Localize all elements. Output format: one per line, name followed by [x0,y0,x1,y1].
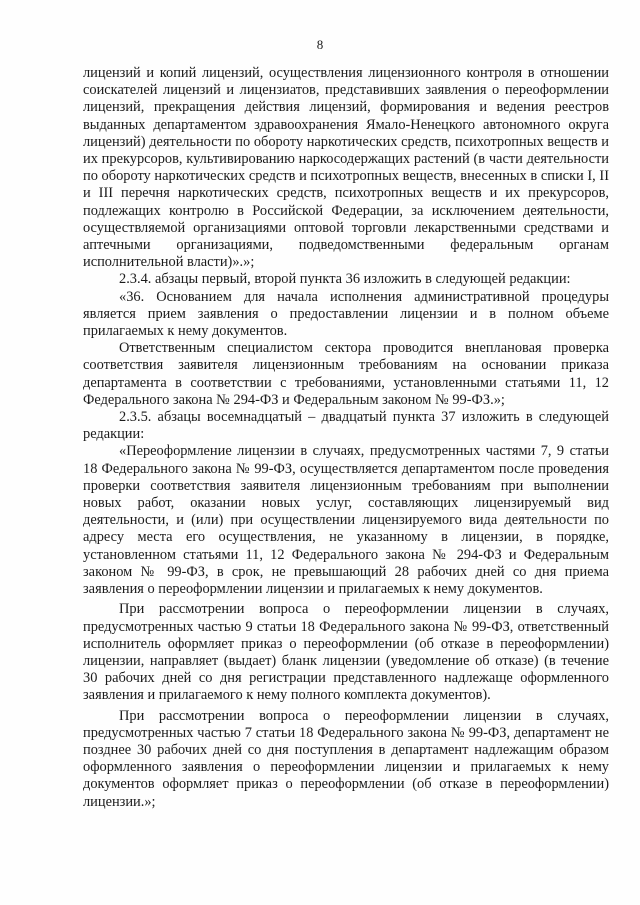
document-body [83,65,609,811]
paragraph-2-3-4: 2.3.4. абзацы первый, второй пункта 36 изложить в следующей редакции: [119,271,571,288]
paragraph-inspection: Ответственным специалистом сектора проводится внеплановая проверка соответствия заявителя лицензионным требованиям на основании приказа департамента в соответствии с требованиями, установленными статьями 11, 12 Федерального закона № 294-ФЗ и Федеральным законом № 99-ФЗ.»; [83,340,609,408]
paragraph-36-basis: «36. Основанием для начала исполнения административной процедуры является прием заявления о предоставлении лицензии и в полном объеме прилагаемых к нему документов. [83,288,609,340]
paragraph-license-registry-continuation: лицензий и копий лицензий, осуществления лицензионного контроля в отношении соискателей лицензий и лицензиатов, представивших заявления о переоформлении лицензий, прекращения действия лицензий, формирования и ведения реестров выданных департаментом здравоохранения Ямало-Ненецкого автономного округа лицензий) деятельности по обороту наркотических средств, психотропных веществ и их прекурсоров, культивированию наркосодержащих растений (в части деятельности по обороту наркотических средств и психотропных веществ, внесенных в списки I, II и III перечня наркотических средств, психотропных веществ и их прекурсоров, подлежащих контролю в Российской Федерации, за исключением деятельности, осуществляемой организациями оптовой торговли лекарственными средствами и аптечными организациями, подведомственными федеральным органам исполнительной власти)».»; [83,65,609,271]
page-number: 8 [316,37,324,52]
paragraph-part-9-review: При рассмотрении вопроса о переоформлении лицензии в случаях, предусмотренных частью 9 статьи 18 Федерального закона № 99-ФЗ, ответственный исполнитель оформляет приказ о переоформлении (об отказе в переоформлении) лицензии, направляет (выдает) бланк лицензии (уведомление об отказе) (в течение 30 рабочих дней со дня регистрации представленного надлежаще оформленного заявления и прилагаемого к нему полного комплекта документов). [83,601,609,704]
paragraph-part-7-review: При рассмотрении вопроса о переоформлении лицензии в случаях, предусмотренных частью 7 статьи 18 Федерального закона № 99-ФЗ, департамент не позднее 30 рабочих дней со дня поступления в департамент надлежащим образом оформленного заявления о переоформлении лицензии и прилагаемых к нему документов оформляет приказ о переоформлении (об отказе в переоформлении) лицензии.»; [83,707,609,810]
paragraph-reissue-cases: «Переоформление лицензии в случаях, предусмотренных частями 7, 9 статьи 18 Федерального закона № 99-ФЗ, осуществляется департаментом после проведения проверки соответствия заявителя лицензионным требованиям при выполнении новых работ, оказании новых услуг, составляющих лицензируемый вид деятельности, и (или) при осуществлении лицензируемого вида деятельности по адресу места его осуществления, не указанному в лицензии, в порядке, установленном статьями 11, 12 Федерального закона № 294-ФЗ и Федеральным законом № 99-ФЗ, в срок, не превышающий 28 рабочих дней со дня приема заявления о переоформлении лицензии и прилагаемых к нему документов. [83,443,609,598]
paragraph-2-3-5: 2.3.5. абзацы восемнадцатый – двадцатый пункта 37 изложить в следующей редакции: [83,409,609,443]
